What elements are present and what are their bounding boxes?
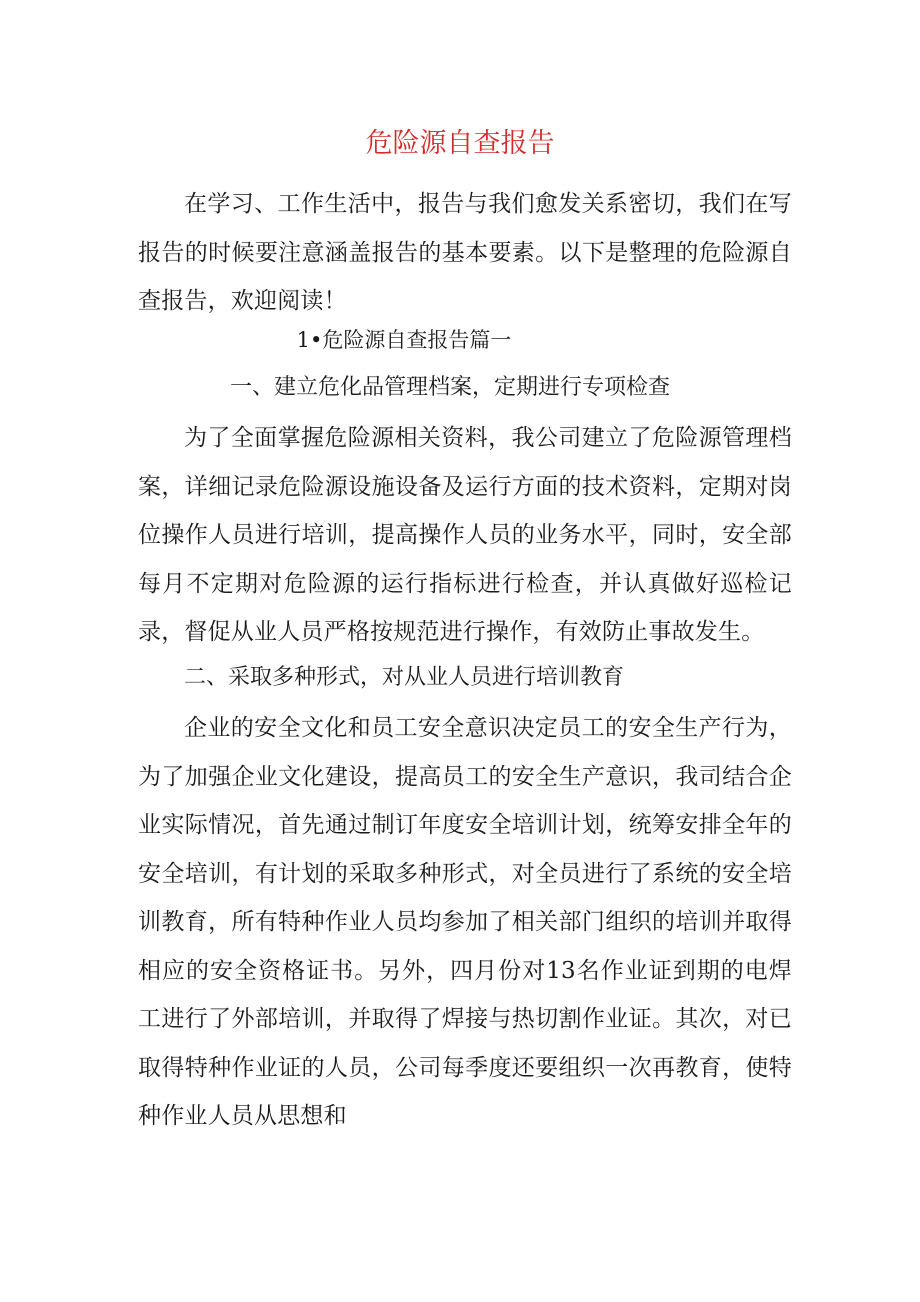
heading-one: 一、建立危化品管理档案，定期进行专项检查 [230, 375, 671, 400]
heading-two: 二、采取多种形式，对从业人员进行培训教育 [184, 665, 625, 690]
document-title: 危险源自查报告 [365, 128, 555, 159]
section-title: 1•危险源自查报告篇一 [296, 328, 512, 352]
intro-paragraph: 在学习、工作生活中，报告与我们愈发关系密切，我们在写报告的时候要注意涵盖报告的基本要素。以下是整理的危险源自查报告，欢迎阅读！ [138, 191, 792, 314]
paragraph-two: 企业的安全文化和员工安全意识决定员工的安全生产行为，为了加强企业文化建设，提高员工的安全生产意识，我司结合企业实际情况，首先通过制订年度安全培训计划，统筹安排全年的安全培训，有计划的采取多种形式，对全员进行了系统的安全培训教育，所有特种作业人员均参加了相关部门组织的培训并取得相应的安全资格证书。另外，四月份对13名作业证到期的电焊工进行了外部培训，并取得了焊接与热切割作业证。其次，对已取得特种作业证的人员，公司每季度还要组织一次再教育，使特种作业人员从思想和 [138, 715, 792, 1129]
paragraph-one: 为了全面掌握危险源相关资料，我公司建立了危险源管理档案，详细记录危险源设施设备及运行方面的技术资料，定期对岗位操作人员进行培训，提高操作人员的业务水平，同时，安全部每月不定期对危险源的运行指标进行检查，并认真做好巡检记录，督促从业人员严格按规范进行操作，有效防止事故发生。 [138, 425, 792, 645]
